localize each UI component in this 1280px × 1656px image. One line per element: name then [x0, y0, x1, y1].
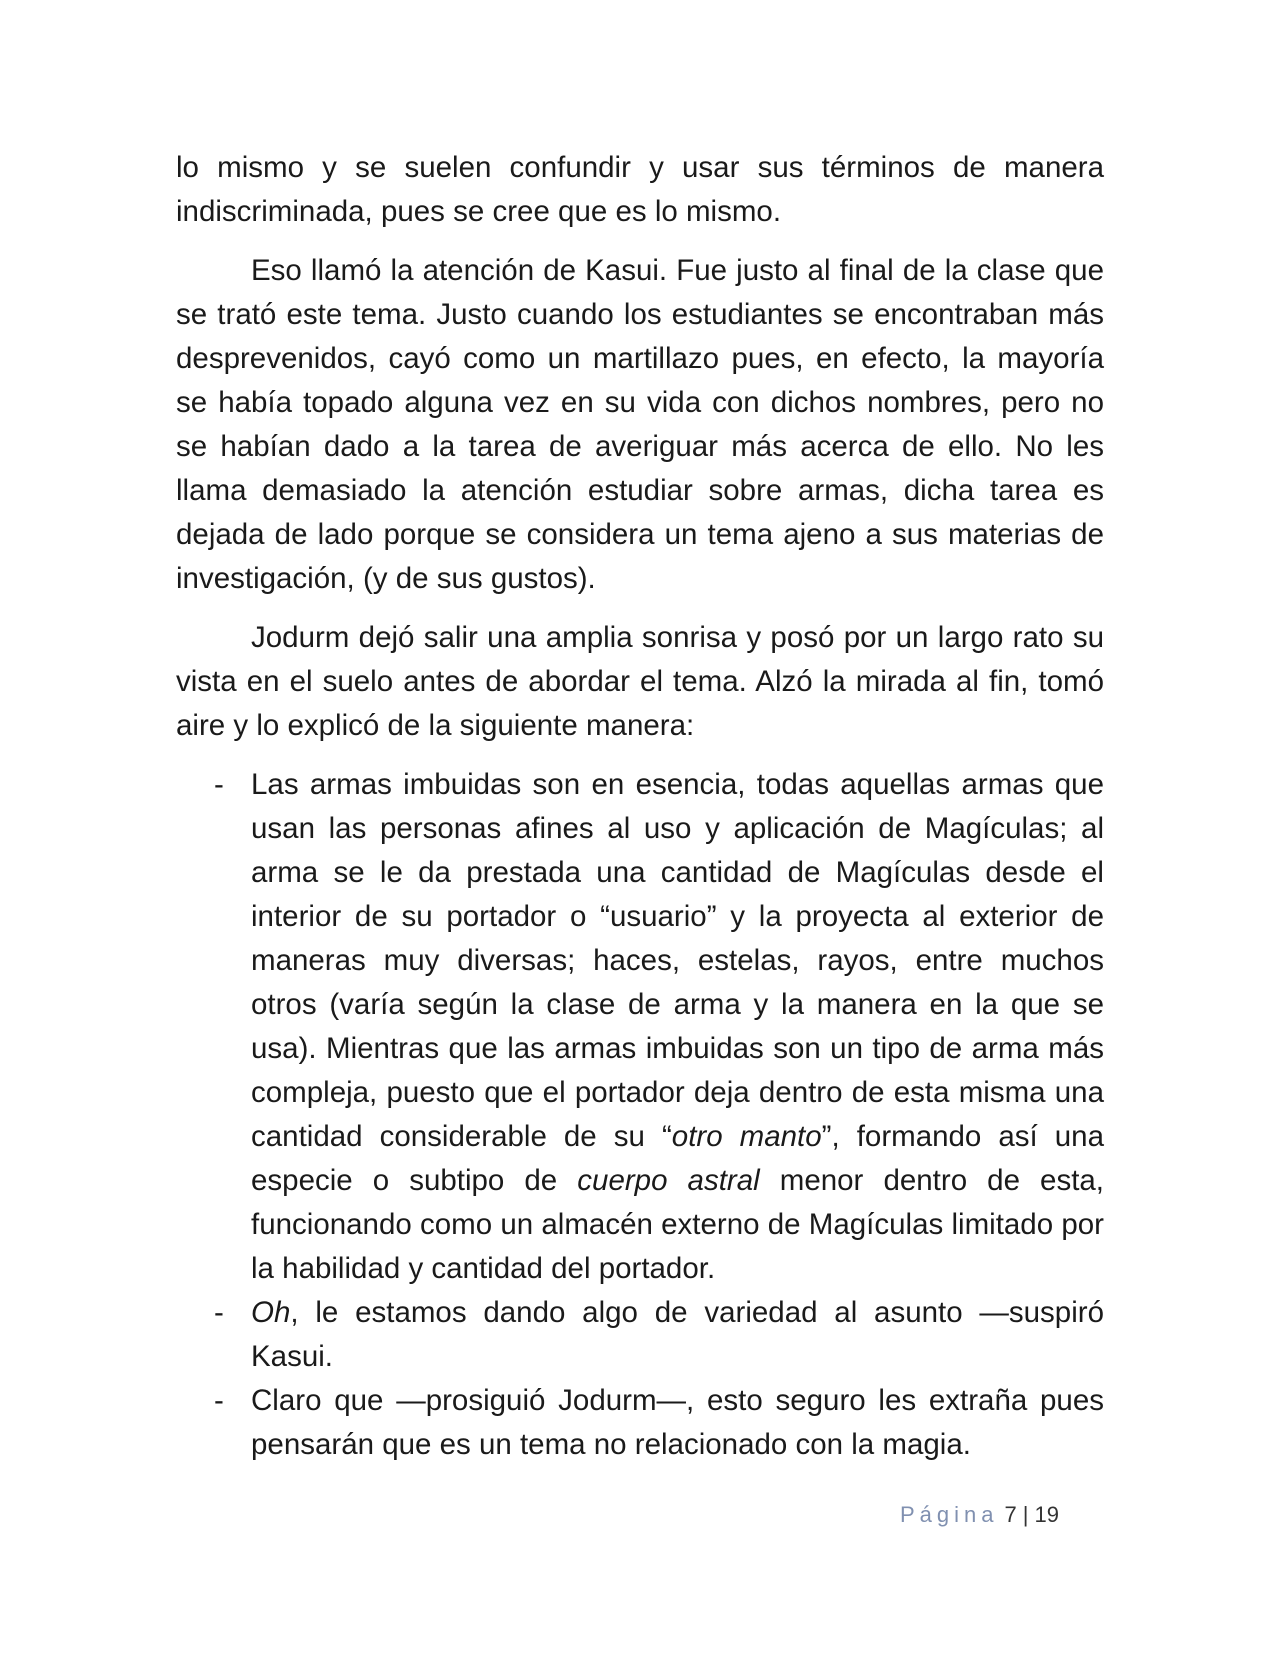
- page-footer: [900, 1500, 1059, 1530]
- list-item: [176, 1291, 1104, 1379]
- page-label: Página: [900, 1502, 999, 1527]
- dialogue-list: [176, 763, 1104, 1467]
- page-number: 7: [1004, 1502, 1017, 1527]
- list-item: [176, 763, 1104, 1291]
- page-total: 19: [1034, 1502, 1059, 1527]
- italic-text: cuerpo astral: [577, 1164, 760, 1197]
- list-dash: -: [214, 1384, 224, 1417]
- list-dash: -: [214, 768, 224, 801]
- paragraph: Eso llamó la atención de Kasui. Fue justo al final de la clase que se trató este tema. Justo cuando los estudiantes se encontraban más desprevenidos, cayó como un martillazo pues, en efecto, la mayoría se había topado alguna vez en su vida con dichos nombres, pero no se habían dado a la tarea de averiguar más acerca de ello. No les llama demasiado la atención estudiar sobre armas, dicha tarea es dejada de lado porque se considera un tema ajeno a sus materias de investigación, (y de sus gustos).: [176, 254, 1104, 595]
- list-item: [176, 1379, 1104, 1467]
- page-separator: |: [1022, 1502, 1029, 1527]
- list-item-text: ”, formando así una especie o subtipo de: [251, 1120, 1104, 1197]
- paragraph: lo mismo y se suelen confundir y usar sus términos de manera indiscriminada, pues se cree que es lo mismo.: [176, 151, 1104, 228]
- italic-text: Oh: [251, 1296, 291, 1329]
- italic-text: otro manto: [671, 1120, 822, 1153]
- page-body: [176, 146, 1104, 1467]
- list-item-text: Las armas imbuidas son en esencia, todas aquellas armas que usan las personas afines al uso y aplicación de Magículas; al arma se le da prestada una cantidad de Magículas desde el interior de su portador o “usuario” y la proyecta al exterior de maneras muy diversas; haces, estelas, rayos, entre muchos otros (varía según la clase de arma y la manera en la que se usa). Mientras que las armas imbuidas son un tipo de arma más compleja, puesto que el portador deja dentro de esta misma una cantidad considerable de su “: [251, 768, 1104, 1153]
- list-dash: -: [214, 1296, 224, 1329]
- list-item-text: , le estamos dando algo de variedad al asunto —suspiró Kasui.: [251, 1296, 1104, 1373]
- list-item-text: Claro que —prosiguió Jodurm—, esto seguro les extraña pues pensarán que es un tema no relacionado con la magia.: [251, 1384, 1104, 1461]
- paragraph: Jodurm dejó salir una amplia sonrisa y posó por un largo rato su vista en el suelo antes de abordar el tema. Alzó la mirada al fin, tomó aire y lo explicó de la siguiente manera:: [176, 621, 1104, 742]
- list-item-text: menor dentro de esta, funcionando como un almacén externo de Magículas limitado por la habilidad y cantidad del portador.: [251, 1164, 1104, 1285]
